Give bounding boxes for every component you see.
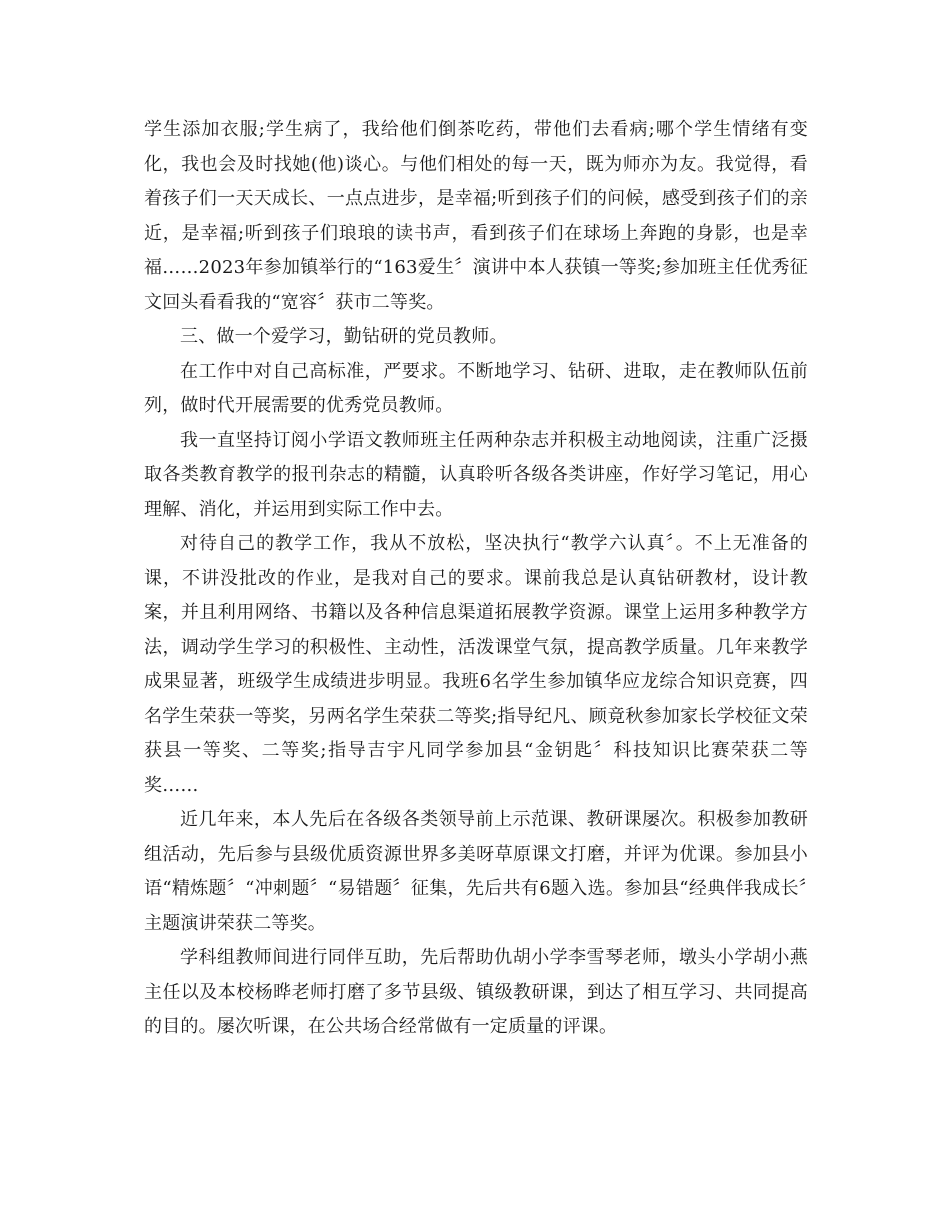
paragraph: 我一直坚持订阅小学语文教师班主任两种杂志并积极主动地阅读，注重广泛摄取各类教育教学的报刊杂志的精髓，认真聆听各级各类讲座，作好学习笔记，用心理解、消化，并运用到实际工作中去。 (144, 429, 808, 520)
paragraph: 学科组教师间进行同伴互助，先后帮助仇胡小学李雪琴老师，墩头小学胡小燕主任以及本校杨晔老师打磨了多节县级、镇级教研课，到达了相互学习、共同提高的目的。屡次听课，在公共场合经常做有一定质量的评课。 (144, 947, 808, 1037)
paragraph: 学生添加衣服;学生病了，我给他们倒茶吃药，带他们去看病;哪个学生情绪有变化，我也会及时找她(他)谈心。与他们相处的每一天，既为师亦为友。我觉得，看着孩子们一天天成长、一点点进步，是幸福;听到孩子们的问候，感受到孩子们的亲近，是幸福;听到孩子们琅琅的读书声，看到孩子们在球场上奔跑的身影，也是幸福……2023年参加镇举行的“163爱生〞演讲中本人获镇一等奖;参加班主任优秀征文回头看看我的“宽容〞获市二等奖。 (144, 119, 808, 313)
document-body (144, 113, 808, 1045)
paragraph: 近几年来，本人先后在各级各类领导前上示范课、教研课屡次。积极参加教研组活动，先后参与县级优质资源世界多美呀草原课文打磨，并评为优课。参加县小语“精炼题〞“冲刺题〞“易错题〞征集，先后共有6题入选。参加县“经典伴我成长〞主题演讲荣获二等奖。 (144, 809, 808, 934)
section-heading: 三、做一个爱学习，勤钻研的党员教师。 (180, 326, 508, 347)
paragraph: 对待自己的教学工作，我从不放松，坚决执行“教学六认真〞。不上无准备的课，不讲没批改的作业，是我对自己的要求。课前我总是认真钻研教材，设计教案，并且利用网络、书籍以及各种信息渠道拓展教学资源。课堂上运用多种教学方法，调动学生学习的积极性、主动性，活泼课堂气氛，提高教学质量。几年来教学成果显著，班级学生成绩进步明显。我班6名学生参加镇华应龙综合知识竞赛，四名学生荣获一等奖，另两名学生荣获二等奖;指导纪凡、顾竟秋参加家长学校征文荣获县一等奖、二等奖;指导吉宇凡同学参加县“金钥匙〞科技知识比赛荣获二等奖…… (144, 533, 808, 796)
paragraph: 在工作中对自己高标准，严要求。不断地学习、钻研、进取，走在教师队伍前列，做时代开展需要的优秀党员教师。 (144, 360, 808, 416)
